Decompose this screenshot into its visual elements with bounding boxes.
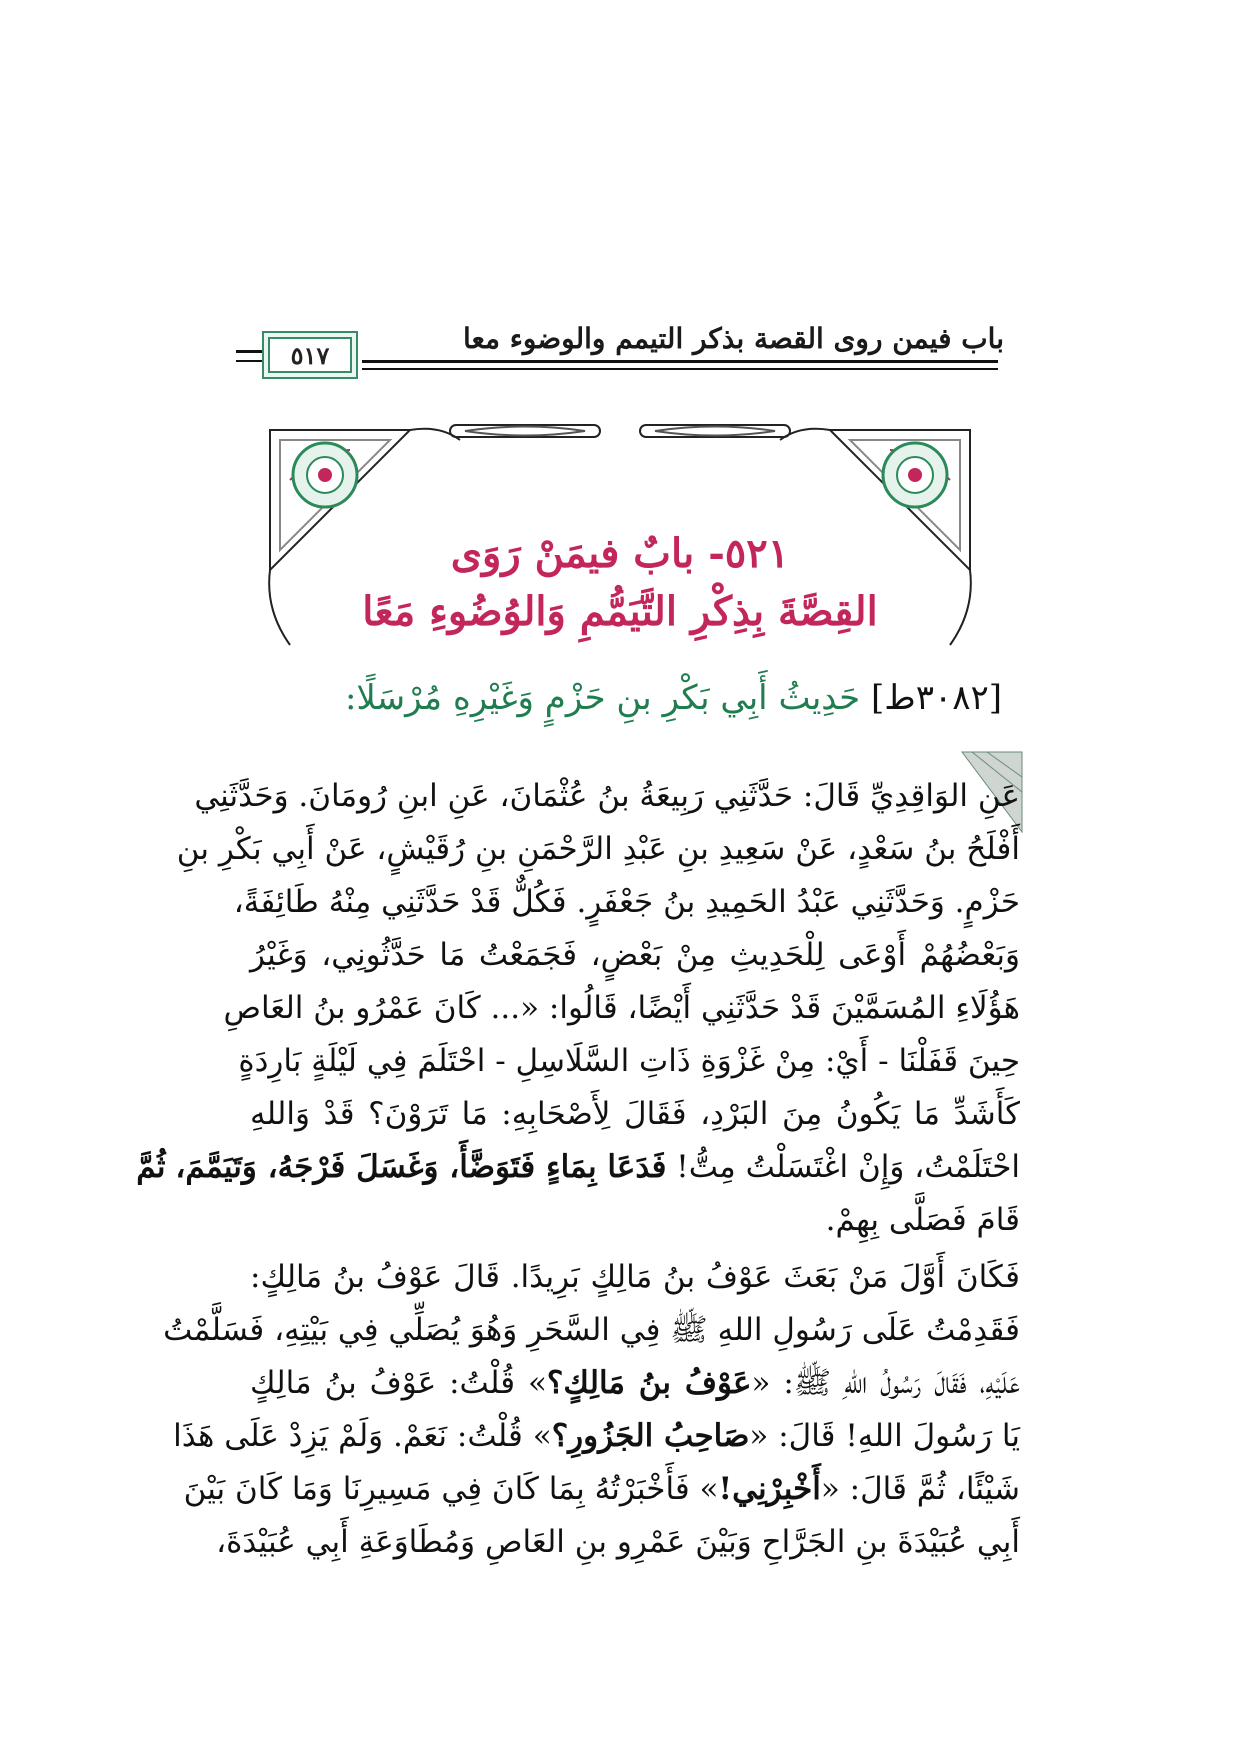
hadith-title: حَدِيثُ أَبِي بَكْرِ بنِ حَزْمٍ وَغَيْرِهِ مُرْسَلًا: — [344, 678, 861, 718]
hadith-number: [٣٠٨٢ط] — [870, 678, 1002, 718]
text-line: وَبَعْضُهُمْ أَوْعَى لِلْحَدِيثِ مِنْ بَعْضٍ، فَجَمَعْتُ مَا حَدَّثُونِي، وَغَيْرُ — [250, 937, 1020, 973]
text-line: حَزْمٍ. وَحَدَّثَنِي عَبْدُ الحَمِيدِ بنُ جَعْفَرٍ. فَكُلٌّ قَدْ حَدَّثَنِي مِنْهُ طَائِفَةً، — [233, 884, 1020, 920]
left-rosette — [293, 443, 357, 507]
text-line — [250, 1357, 1020, 1410]
text-plain: شَيْئًا، ثُمَّ قَالَ: « — [820, 1471, 1020, 1507]
text-emphasis: أَخْبِرْنِي! — [718, 1471, 821, 1507]
text-emphasis: فَدَعَا بِمَاءٍ فَتَوَضَّأَ، وَغَسَلَ فَرْجَهُ، وَتَيَمَّمَ، — [175, 1149, 667, 1185]
text-line: أَفْلَحُ بنُ سَعْدٍ، عَنْ سَعِيدِ بنِ عَبْدِ الرَّحْمَنِ بنِ رُقَيْشٍ، عَنْ أَبِي بَكْرِ بنِ — [176, 831, 1020, 867]
header-rule-bottom — [362, 368, 998, 370]
hadith-heading — [250, 678, 1002, 718]
text-line: عَنِ الوَاقِدِيِّ قَالَ: حَدَّثَنِي رَبِيعَةُ بنُ عُثْمَانَ، عَنِ ابنِ رُومَانَ. وَحَدَّثَنِي — [194, 778, 1020, 814]
text-line — [183, 1463, 1020, 1516]
text-emphasis: صَاحِبُ الجَزُورِ؟ — [551, 1418, 750, 1454]
text-line — [136, 1141, 1020, 1194]
text-plain: عَلَيْهِ، فَقَالَ رَسُولُ اللهِ ﷺ: « — [751, 1365, 1021, 1401]
text-line — [173, 1410, 1020, 1463]
text-emphasis: عَوْفُ بنُ مَالِكٍ؟ — [546, 1365, 752, 1401]
text-line: قَامَ فَصَلَّى بِهِمْ. — [825, 1202, 1020, 1238]
chapter-title-line-2: القِصَّةَ بِذِكْرِ التَّيَمُّمِ وَالوُضُوءِ مَعًا — [362, 588, 878, 635]
text-plain: » قُلْتُ: عَوْفُ بنُ مَالِكٍ — [250, 1365, 547, 1401]
chapter-title-line-1: ٥٢١- بابٌ فيمَنْ رَوَى — [450, 530, 790, 577]
running-header-title: باب فيمن روى القصة بذكر التيمم والوضوء معا — [462, 322, 1004, 355]
text-plain: احْتَلَمْتُ، وَإِنْ اغْتَسَلْتُ مِتُّ! — [676, 1149, 1020, 1185]
top-cartouche-bars — [450, 425, 790, 437]
text-plain: » قُلْتُ: نَعَمْ. وَلَمْ يَزِدْ عَلَى هَذَا — [173, 1418, 552, 1454]
header-rule-left-top — [236, 350, 262, 353]
right-rosette — [883, 443, 947, 507]
header-rule-top — [362, 360, 998, 363]
text-plain: يَا رَسُولَ اللهِ! قَالَ: « — [749, 1418, 1020, 1454]
text-line: كَأَشَدِّ مَا يَكُونُ مِنَ البَرْدِ، فَقَالَ لِأَصْحَابِهِ: مَا تَرَوْنَ؟ قَدْ وَاللهِ — [250, 1096, 1020, 1132]
text-plain: » فَأَخْبَرْتُهُ بِمَا كَانَ فِي مَسِيرِنَا وَمَا كَانَ بَيْنَ — [183, 1471, 719, 1507]
text-emphasis: ثُمَّ — [136, 1149, 166, 1185]
chapter-title — [300, 525, 940, 641]
text-line: فَكَانَ أَوَّلَ مَنْ بَعَثَ عَوْفُ بنُ مَالِكٍ بَرِيدًا. قَالَ عَوْفُ بنُ مَالِكٍ: — [250, 1259, 1020, 1295]
text-line: فَقَدِمْتُ عَلَى رَسُولِ اللهِ ﷺ فِي السَّحَرِ وَهُوَ يُصَلِّي فِي بَيْتِهِ، فَسَلَّمْتُ — [163, 1312, 1020, 1348]
header-rule-left-bottom — [236, 360, 262, 362]
text-line: أَبِي عُبَيْدَةَ بنِ الجَرَّاحِ وَبَيْنَ عَمْرِو بنِ العَاصِ وَمُطَاوَعَةِ أَبِي عُبَيْدَةَ، — [216, 1524, 1020, 1560]
text-line: هَؤُلَاءِ المُسَمَّيْنَ قَدْ حَدَّثَنِي أَيْضًا، قَالُوا: «... كَانَ عَمْرُو بنُ العَاصِ — [223, 990, 1020, 1026]
page-number-frame — [262, 331, 358, 379]
page-number: ٥١٧ — [290, 340, 330, 370]
hadith-body — [136, 770, 1021, 1569]
text-line: حِينَ قَفَلْنَا - أَيْ: مِنْ غَزْوَةِ ذَاتِ السَّلَاسِلِ - احْتَلَمَ فِي لَيْلَةٍ بَارِدَةٍ — [238, 1043, 1020, 1079]
